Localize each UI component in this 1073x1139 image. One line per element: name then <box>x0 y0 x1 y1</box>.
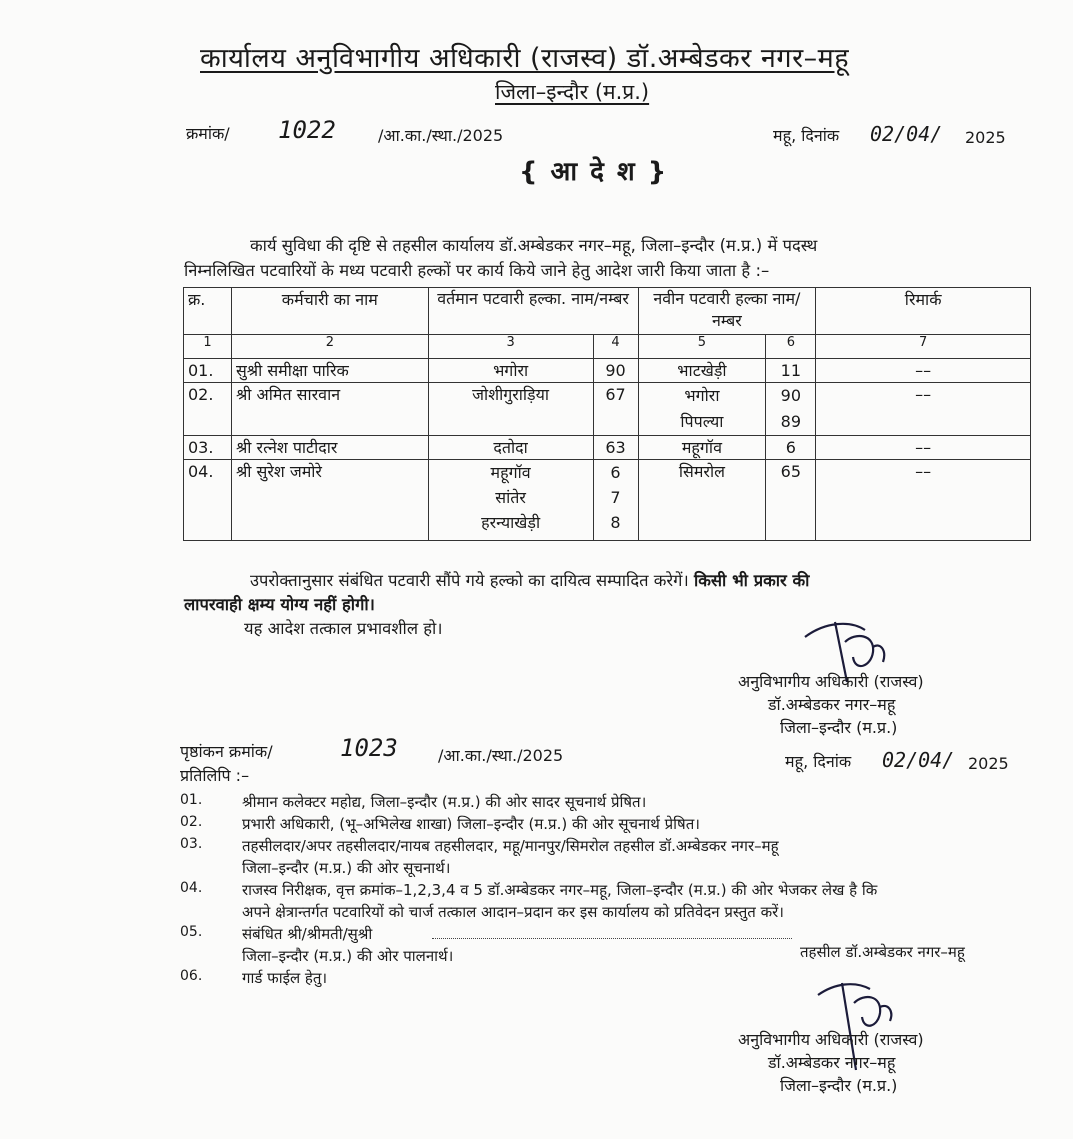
row-new-name: भाटखेड़ी <box>638 359 766 383</box>
table-row <box>184 383 1031 436</box>
row-current-name: भगोरा <box>428 359 593 383</box>
row-new-name: महूगॉव <box>638 436 766 460</box>
copy-text: अपने क्षेत्रान्तर्गत पटवारियों को चार्ज तत्काल आदान–प्रदान कर इस कार्यालय को प्रतिवेदन प्रस्तुत करें। <box>242 903 784 921</box>
row-current-name: दतोदा <box>428 436 593 460</box>
col-number: 6 <box>766 335 816 359</box>
ref-date-prefix: महू, दिनांक <box>773 126 840 145</box>
ref-date: 02/04/ <box>870 122 943 146</box>
cur-no-line: 6 <box>610 463 621 482</box>
closing-line-2: लापरवाही क्षम्य योग्य नहीं होगी। <box>184 595 375 614</box>
copy-text: जिला–इन्दौर (म.प्र.) की ओर सूचनार्थ। <box>242 859 451 877</box>
closing-text: उपरोक्तानुसार संबंधित पटवारी सौंपे गये हल्को का दायित्व सम्पादित करेगें। <box>250 571 689 590</box>
row-sr: 01. <box>184 359 232 383</box>
table-row <box>184 460 1031 541</box>
header-sr: क्र. <box>184 288 232 335</box>
signature-2-line-3: जिला–इन्दौर (म.प्र.) <box>780 1076 898 1095</box>
row-sr: 02. <box>184 383 232 436</box>
row-remark: –– <box>816 383 1031 436</box>
row-current-no <box>593 460 638 541</box>
endorsement-number: 1023 <box>340 734 398 762</box>
ref-year: 2025 <box>965 128 1006 147</box>
new-name-line: भगोरा <box>684 386 720 405</box>
closing-line-3: यह आदेश तत्काल प्रभावशील हो। <box>244 619 443 638</box>
copy-tail: तहसील डॉ.अम्बेडकर नगर–महू <box>800 943 965 961</box>
row-remark: –– <box>816 359 1031 383</box>
copy-text: प्रभारी अधिकारी, (भू–अभिलेख शाखा) जिला–इन्दौर (म.प्र.) की ओर सूचनार्थ प्रेषित। <box>242 815 700 833</box>
row-current-name <box>428 460 593 541</box>
row-name: श्री अमित सारवान <box>231 383 428 436</box>
col-number-row <box>184 335 1031 359</box>
order-title: { आ दे श } <box>519 157 669 187</box>
col-number: 2 <box>231 335 428 359</box>
closing-bold: किसी भी प्रकार की <box>693 571 810 590</box>
col-number: 3 <box>428 335 593 359</box>
copy-text: तहसीलदार/अपर तहसीलदार/नायब तहसीलदार, महू/मानपुर/सिमरोल तहसील डॉ.अम्बेडकर नगर–महू <box>242 837 779 855</box>
ref-suffix: /आ.का./स्था./2025 <box>378 126 504 145</box>
header-name: कर्मचारी का नाम <box>231 288 428 335</box>
signature-1-line-2: डॉ.अम्बेडकर नगर–महू <box>768 695 896 714</box>
row-remark: –– <box>816 436 1031 460</box>
copy-no: 02. <box>180 814 203 830</box>
row-remark: –– <box>816 460 1031 541</box>
col-number: 1 <box>184 335 232 359</box>
new-name-line: पिपल्या <box>680 412 724 431</box>
signature-2-line-2: डॉ.अम्बेडकर नगर–महू <box>768 1053 896 1072</box>
ref-prefix: क्रमांक/ <box>186 124 230 143</box>
row-sr: 04. <box>184 460 232 541</box>
row-name: श्री सुरेश जमोरे <box>231 460 428 541</box>
blank-dotted-line <box>432 938 792 939</box>
copy-text: राजस्व निरीक्षक, वृत्त क्रमांक–1,2,3,4 व 5 डॉ.अम्बेडकर नगर–महू, जिला–इन्दौर (म.प्र.) की ओर भेजकर लेख है कि <box>242 881 878 899</box>
row-new-name <box>638 383 766 436</box>
copy-no: 03. <box>180 836 203 852</box>
header-current: वर्तमान पटवारी हल्का. नाम/नम्बर <box>428 288 638 335</box>
endorsement-prefix: पृष्ठांकन क्रमांक/ <box>180 742 273 761</box>
office-title: कार्यालय अनुविभागीय अधिकारी (राजस्व) डॉ.अम्बेडकर नगर–महू <box>200 43 850 74</box>
cur-name-line: महूगॉव <box>490 463 531 482</box>
row-new-no: 65 <box>766 460 816 541</box>
cur-no-line: 8 <box>610 513 621 532</box>
row-new-no <box>766 383 816 436</box>
copy-no: 01. <box>180 792 203 808</box>
row-current-no: 67 <box>593 383 638 436</box>
patwari-table <box>183 287 1031 541</box>
new-no-line: 89 <box>780 412 802 431</box>
copy-no: 04. <box>180 880 203 896</box>
endorsement-suffix: /आ.का./स्था./2025 <box>438 746 564 765</box>
signature-2-line-1: अनुविभागीय अधिकारी (राजस्व) <box>738 1030 924 1049</box>
endorsement-date: 02/04/ <box>882 748 955 772</box>
endorsement-year: 2025 <box>968 754 1009 773</box>
intro-line-1: कार्य सुविधा की दृष्टि से तहसील कार्यालय डॉ.अम्बेडकर नगर–महू, जिला–इन्दौर (म.प्र.) में पदस्थ <box>250 236 818 255</box>
row-current-name: जोशीगुराड़िया <box>428 383 593 436</box>
copy-text: श्रीमान कलेक्टर महोद्य, जिला–इन्दौर (म.प्र.) की ओर सादर सूचनार्थ प्रेषित। <box>242 793 647 811</box>
cur-name-line: सांतेर <box>495 488 526 507</box>
cur-no-line: 7 <box>610 488 621 507</box>
endorsement-date-prefix: महू, दिनांक <box>785 752 852 771</box>
ref-number: 1022 <box>278 116 336 144</box>
row-current-no: 63 <box>593 436 638 460</box>
header-remark: रिमार्क <box>816 288 1031 335</box>
signature-1-line-3: जिला–इन्दौर (म.प्र.) <box>780 718 898 737</box>
copy-no: 05. <box>180 924 203 940</box>
col-number: 4 <box>593 335 638 359</box>
copy-text: जिला–इन्दौर (म.प्र.) की ओर पालनार्थ। <box>242 947 454 965</box>
office-district: जिला–इन्दौर (म.प्र.) <box>495 80 650 104</box>
table-row <box>184 436 1031 460</box>
col-number: 7 <box>816 335 1031 359</box>
row-new-no: 6 <box>766 436 816 460</box>
closing-line-1 <box>250 568 809 591</box>
copy-text: संबंधित श्री/श्रीमती/सुश्री <box>242 925 373 943</box>
row-current-no: 90 <box>593 359 638 383</box>
table-header-row <box>184 288 1031 335</box>
signature-1-line-1: अनुविभागीय अधिकारी (राजस्व) <box>738 672 924 691</box>
row-name: सुश्री समीक्षा पारिक <box>231 359 428 383</box>
header-new: नवीन पटवारी हल्का नाम/नम्बर <box>638 288 816 335</box>
cur-name-line: हरन्याखेड़ी <box>481 513 541 532</box>
intro-line-2: निम्नलिखित पटवारियों के मध्य पटवारी हल्कों पर कार्य किये जाने हेतु आदेश जारी किया जाता है :– <box>184 261 770 280</box>
copy-no: 06. <box>180 968 203 984</box>
copy-text: गार्ड फाईल हेतु। <box>242 969 328 987</box>
row-new-no: 11 <box>766 359 816 383</box>
col-number: 5 <box>638 335 766 359</box>
row-name: श्री रत्नेश पाटीदार <box>231 436 428 460</box>
copy-label: प्रतिलिपि :– <box>180 766 250 785</box>
row-new-name: सिमरोल <box>638 460 766 541</box>
table-row <box>184 359 1031 383</box>
new-no-line: 90 <box>780 386 802 405</box>
row-sr: 03. <box>184 436 232 460</box>
